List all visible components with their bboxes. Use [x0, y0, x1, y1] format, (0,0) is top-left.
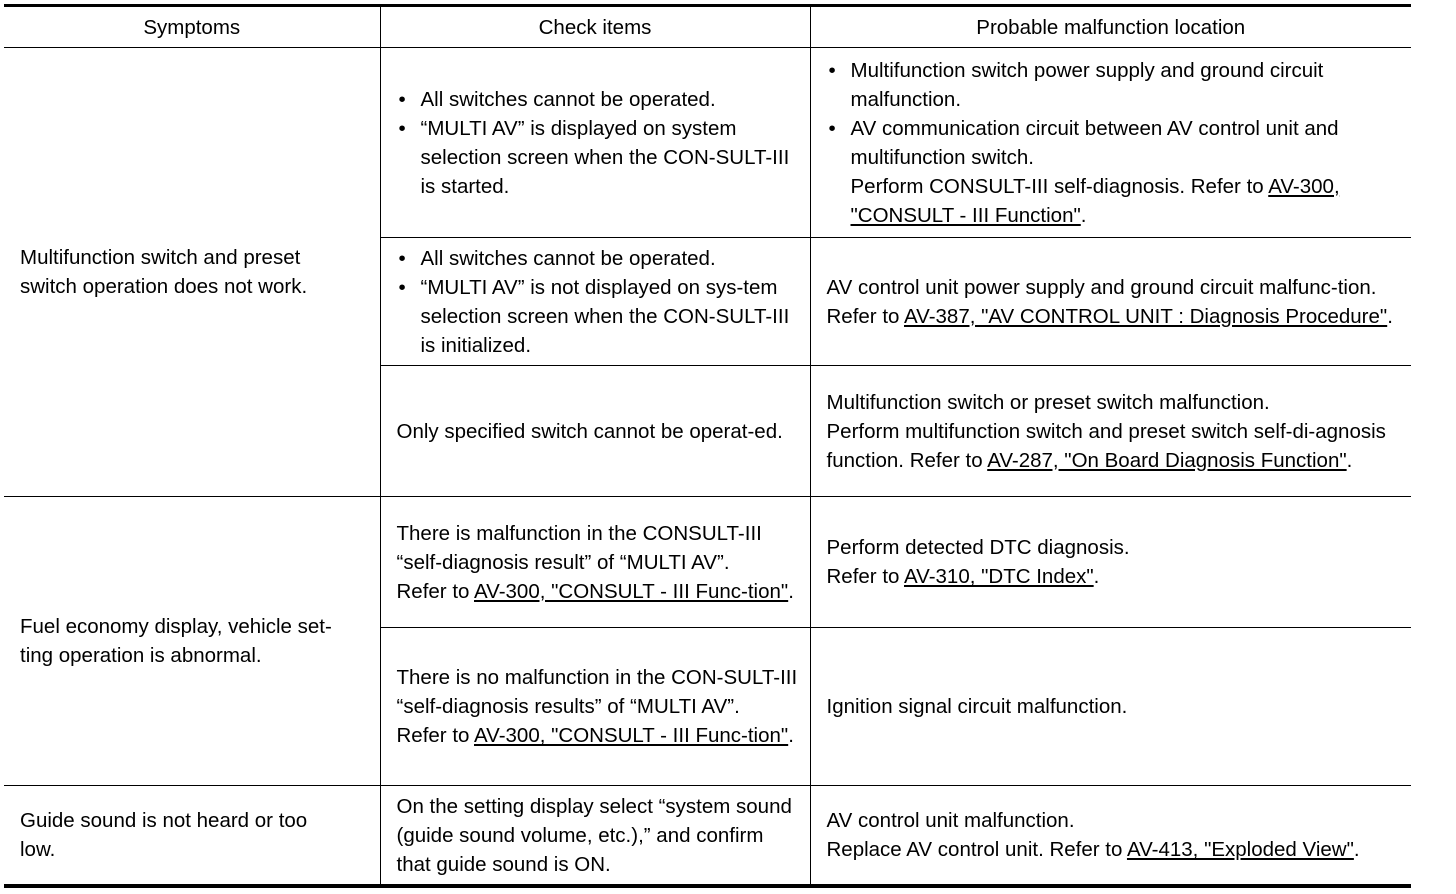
symptom-text: Multifunction switch and preset: [20, 246, 301, 270]
check-cell: There is no malfunction in the CON-SULT-III “self-diagnosis results” of “MULTI AV”. Refer to AV-300, "CONSULT - III Func-tion".: [380, 628, 810, 786]
check-cell: On the setting display select “system sound (guide sound volume, etc.),” and confirm that guide sound is ON.: [380, 786, 810, 886]
table-row: [4, 48, 1411, 238]
location-cell: Perform detected DTC diagnosis. Refer to AV-310, "DTC Index".: [810, 497, 1411, 628]
reference-link[interactable]: AV-300, "CONSULT - III Function": [850, 174, 1340, 227]
location-cell: [810, 48, 1411, 238]
location-item: • AV communication circuit between AV control unit and multifunction switch.: [827, 114, 1404, 172]
reference-link[interactable]: AV-287, "On Board Diagnosis Function": [987, 448, 1347, 472]
symptom-text: switch operation does not work.: [20, 275, 308, 299]
location-list: [827, 56, 1404, 172]
check-item: • All switches cannot be operated.: [397, 85, 802, 114]
check-item: • “MULTI AV” is displayed on system selection screen when the CON-SULT-III is started.: [397, 114, 802, 201]
reference-link[interactable]: AV-300, "CONSULT - III Func-tion": [474, 579, 789, 603]
header-symptoms: Symptoms: [4, 6, 380, 48]
symptom-cell: [4, 48, 380, 497]
location-text: AV control unit malfunction.: [826, 809, 1075, 833]
location-cell: Multifunction switch or preset switch malfunction. Perform multifunction switch and preset switch self-di-agnosis function. Refer to AV-287, "On Board Diagnosis Function".: [810, 366, 1411, 497]
symptom-text: Guide sound is not heard or too: [20, 809, 308, 833]
header-probable-location: Probable malfunction location: [810, 6, 1411, 48]
check-item: • “MULTI AV” is not displayed on sys-tem selection screen when the CON-SULT-III is initialized.: [397, 273, 802, 360]
check-reference: Refer to AV-300, "CONSULT - III Func-tion".: [396, 579, 794, 603]
location-cell: Ignition signal circuit malfunction.: [810, 628, 1411, 786]
location-text: Multifunction switch or preset switch malfunction.: [826, 390, 1270, 414]
check-reference: Refer to AV-300, "CONSULT - III Func-tion".: [396, 724, 794, 748]
table-row: [4, 786, 1411, 886]
symptom-cell: [4, 786, 380, 886]
location-note: Perform CONSULT-III self-diagnosis. Refer to AV-300, "CONSULT - III Function".: [850, 174, 1340, 227]
header-check-items: Check items: [380, 6, 810, 48]
location-text: Perform detected DTC diagnosis.: [826, 536, 1130, 560]
check-cell: [380, 238, 810, 366]
check-list: [397, 85, 802, 201]
table-row: [4, 497, 1411, 628]
reference-link[interactable]: AV-300, "CONSULT - III Func-tion": [474, 724, 789, 748]
reference-link[interactable]: AV-387, "AV CONTROL UNIT : Diagnosis Procedure": [904, 304, 1388, 328]
symptom-cell: [4, 497, 380, 786]
location-item: • Multifunction switch power supply and ground circuit malfunction.: [827, 56, 1404, 114]
check-item: • All switches cannot be operated.: [397, 244, 802, 273]
location-cell: AV control unit malfunction. Replace AV control unit. Refer to AV-413, "Exploded View".: [810, 786, 1411, 886]
check-cell: [380, 48, 810, 238]
symptom-text: ting operation is abnormal.: [20, 644, 262, 668]
symptom-text: Fuel economy display, vehicle set-: [20, 615, 332, 639]
reference-link[interactable]: AV-413, "Exploded View": [1126, 838, 1354, 862]
symptom-text: low.: [20, 838, 56, 862]
check-list: [397, 244, 802, 360]
header-row: [4, 6, 1411, 48]
diagnosis-table: [4, 4, 1411, 888]
location-cell: AV control unit power supply and ground circuit malfunc-tion. Refer to AV-387, "AV CONTROL UNIT : Diagnosis Procedure".: [810, 238, 1411, 366]
check-cell: There is malfunction in the CONSULT-III “self-diagnosis result” of “MULTI AV”. Refer to AV-300, "CONSULT - III Func-tion".: [380, 497, 810, 628]
reference-link[interactable]: AV-310, "DTC Index": [904, 565, 1094, 589]
check-cell: Only specified switch cannot be operat-ed.: [380, 366, 810, 497]
